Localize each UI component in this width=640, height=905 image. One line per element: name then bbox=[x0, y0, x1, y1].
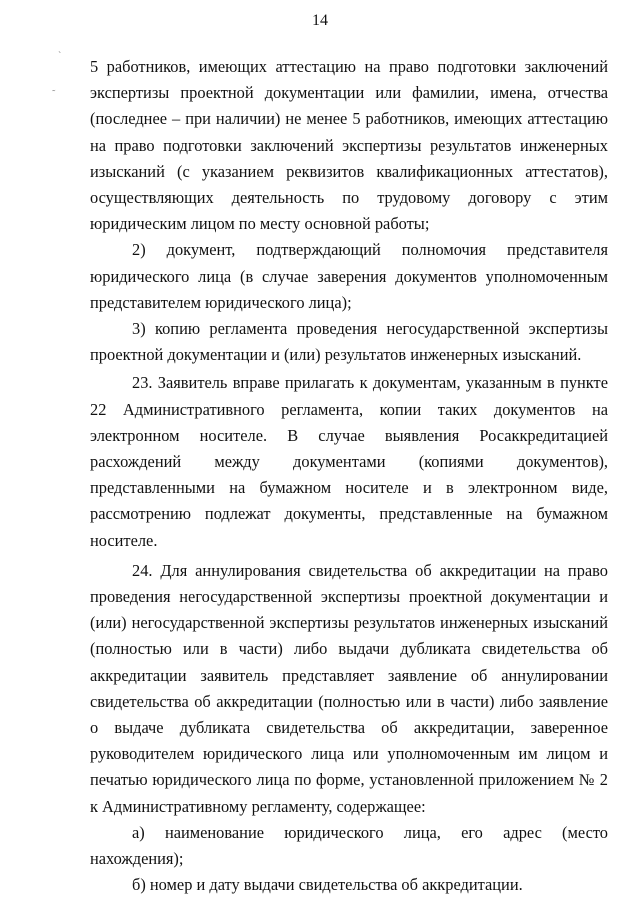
document-body bbox=[90, 54, 608, 899]
paragraph-item-3: 3) копию регламента проведения негосударственной экспертизы проектной документации и (или) результатов инженерных изысканий. bbox=[90, 319, 608, 365]
paragraph-item-2: 2) документ, подтверждающий полномочия представителя юридического лица (в случае заверения документов уполномоченным представителем юридического лица); bbox=[90, 240, 608, 312]
paragraph-23: 23. Заявитель вправе прилагать к документам, указанным в пункте 22 Административного регламента, копии таких документов на электронном носителе. В случае выявления Росаккредитацией расхождений между документами (копиями документов), представленными на бумажном носителе и в электронном виде, рассмотрению подлежат документы, представленные на бумажном носителе. bbox=[90, 373, 608, 550]
list-item-b: б) номер и дату выдачи свидетельства об аккредитации. bbox=[132, 875, 523, 895]
margin-mark: ˋ bbox=[58, 51, 62, 62]
paragraph-24: 24. Для аннулирования свидетельства об аккредитации на право проведения негосударственной экспертизы проектной документации и (или) негосударственной экспертизы результатов инженерных изысканий (полностью или в части) либо выдачи дубликата свидетельства об аккредитации заявитель представляет заявление об аннулировании свидетельства об аккредитации (полностью или в части) либо заявление о выдаче дубликата свидетельства об аккредитации, заверенное руководителем юридического лица или уполномоченным им лицом и печатью юридического лица по форме, установленной приложением № 2 к Административному регламенту, содержащее: bbox=[90, 560, 608, 816]
list-item-a: а) наименование юридического лица, его адрес (место нахождения); bbox=[90, 822, 608, 869]
paragraph-continuation: 5 работников, имеющих аттестацию на право подготовки заключений экспертизы проектной документации или фамилии, имена, отчества (последнее – при наличии) не менее 5 работников, имеющих аттестацию на право подготовки заключений экспертизы результатов инженерных изысканий (с указанием реквизитов квалификационных аттестатов), осуществляющих деятельность по трудовому договору с этим юридическим лицом по месту основной работы; bbox=[90, 57, 608, 234]
page-number: 14 bbox=[312, 12, 328, 29]
margin-mark: ˜ bbox=[52, 89, 56, 100]
